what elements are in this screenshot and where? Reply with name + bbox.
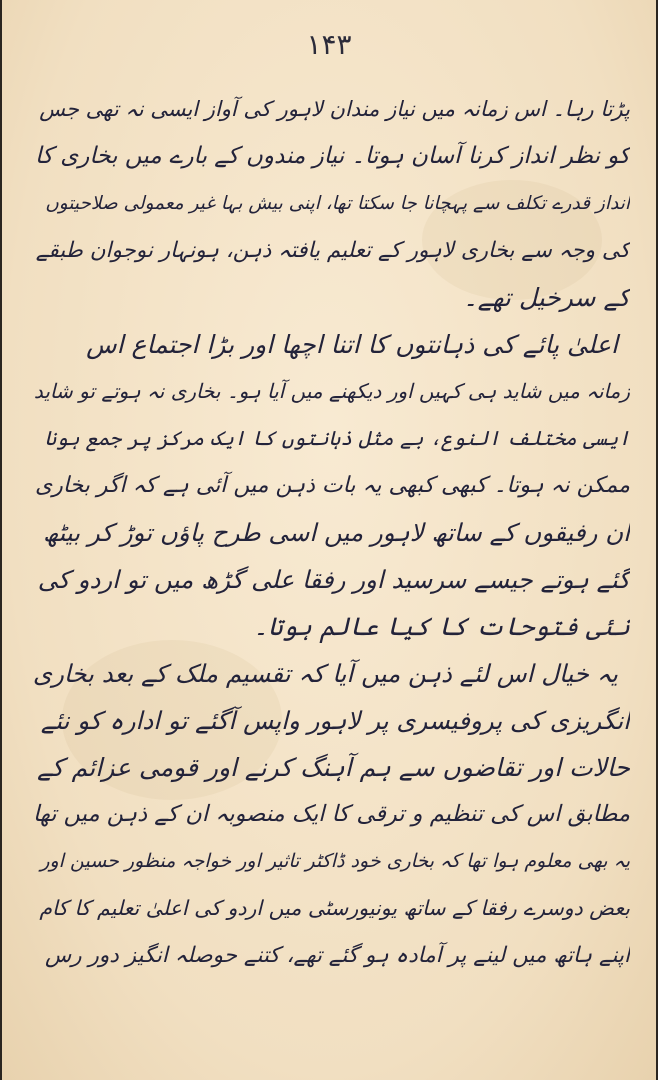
paragraph-start-line: یہ خیال اس لئے ذہن میں آیا کہ تقسیم ملک کے بعد بخاری	[32, 659, 618, 688]
text-line: بعض دوسرے رفقا کے ساتھ یونیورسٹی میں اردو کی اعلیٰ تعلیم کا کام	[39, 896, 630, 920]
text-line: انداز قدرے تکلف سے پہچانا جا سکتا تھا، اپنی بیش بہا غیر معمولی صلاحیتوں	[45, 193, 630, 214]
handwritten-urdu-text	[32, 86, 630, 979]
text-line: حالات اور تقاضوں سے ہم آہنگ کرنے اور قومی عزائم کے	[37, 753, 630, 782]
page-number: ۱۴۳	[306, 28, 352, 61]
text-line: اپنے ہاتھ میں لینے پر آمادہ ہو گئے تھے، کتنے حوصلہ انگیز دور رس	[45, 943, 630, 968]
text-line: انگریزی کی پروفیسری پر لاہور واپس آگئے تو ادارہ کو نئے	[40, 706, 630, 735]
text-line: یہ بھی معلوم ہوا تھا کہ بخاری خود ڈاکٹر تاثیر اور خواجہ منظور حسین اور	[40, 850, 630, 872]
text-line: پڑتا رہا۔ اس زمانہ میں نیاز مندان لاہور کی آواز ایسی نہ تھی جس	[39, 97, 630, 121]
book-page	[2, 0, 656, 1080]
text-line: کو نظر انداز کرنا آسان ہوتا۔ نیاز مندوں کے بارے میں بخاری کا	[34, 143, 630, 169]
text-line: گئے ہوتے جیسے سرسید اور رفقا علی گڑھ میں تو اردو کی	[37, 565, 630, 594]
text-line: مطابق اس کی تنظیم و ترقی کا ایک منصوبہ ان کے ذہن میں تھا	[33, 801, 630, 827]
paragraph-start-line: اعلیٰ پائے کی ذہانتوں کا اتنا اچھا اور بڑا اجتماع اس	[86, 330, 618, 359]
text-line: زمانہ میں شاید ہی کہیں اور دیکھنے میں آیا ہو۔ بخاری نہ ہوتے تو شاید	[33, 379, 630, 403]
text-line: ان رفیقوں کے ساتھ لاہور میں اسی طرح پاؤں توڑ کر بیٹھ	[42, 518, 630, 547]
text-line: کے سرخیل تھے۔	[463, 283, 630, 312]
text-line: نئی فتوحات کا کیا عالم ہوتا۔	[253, 612, 630, 641]
text-line: ایسی مختلف النوع، بے مثل ذہانتوں کا ایک مرکز پر جمع ہونا	[44, 426, 630, 450]
text-line: کی وجہ سے بخاری لاہور کے تعلیم یافتہ ذہن، ہونہار نوجوان طبقے	[35, 238, 630, 263]
text-line: ممکن نہ ہوتا۔ کبھی کبھی یہ بات ذہن میں آئی ہے کہ اگر بخاری	[35, 473, 630, 498]
